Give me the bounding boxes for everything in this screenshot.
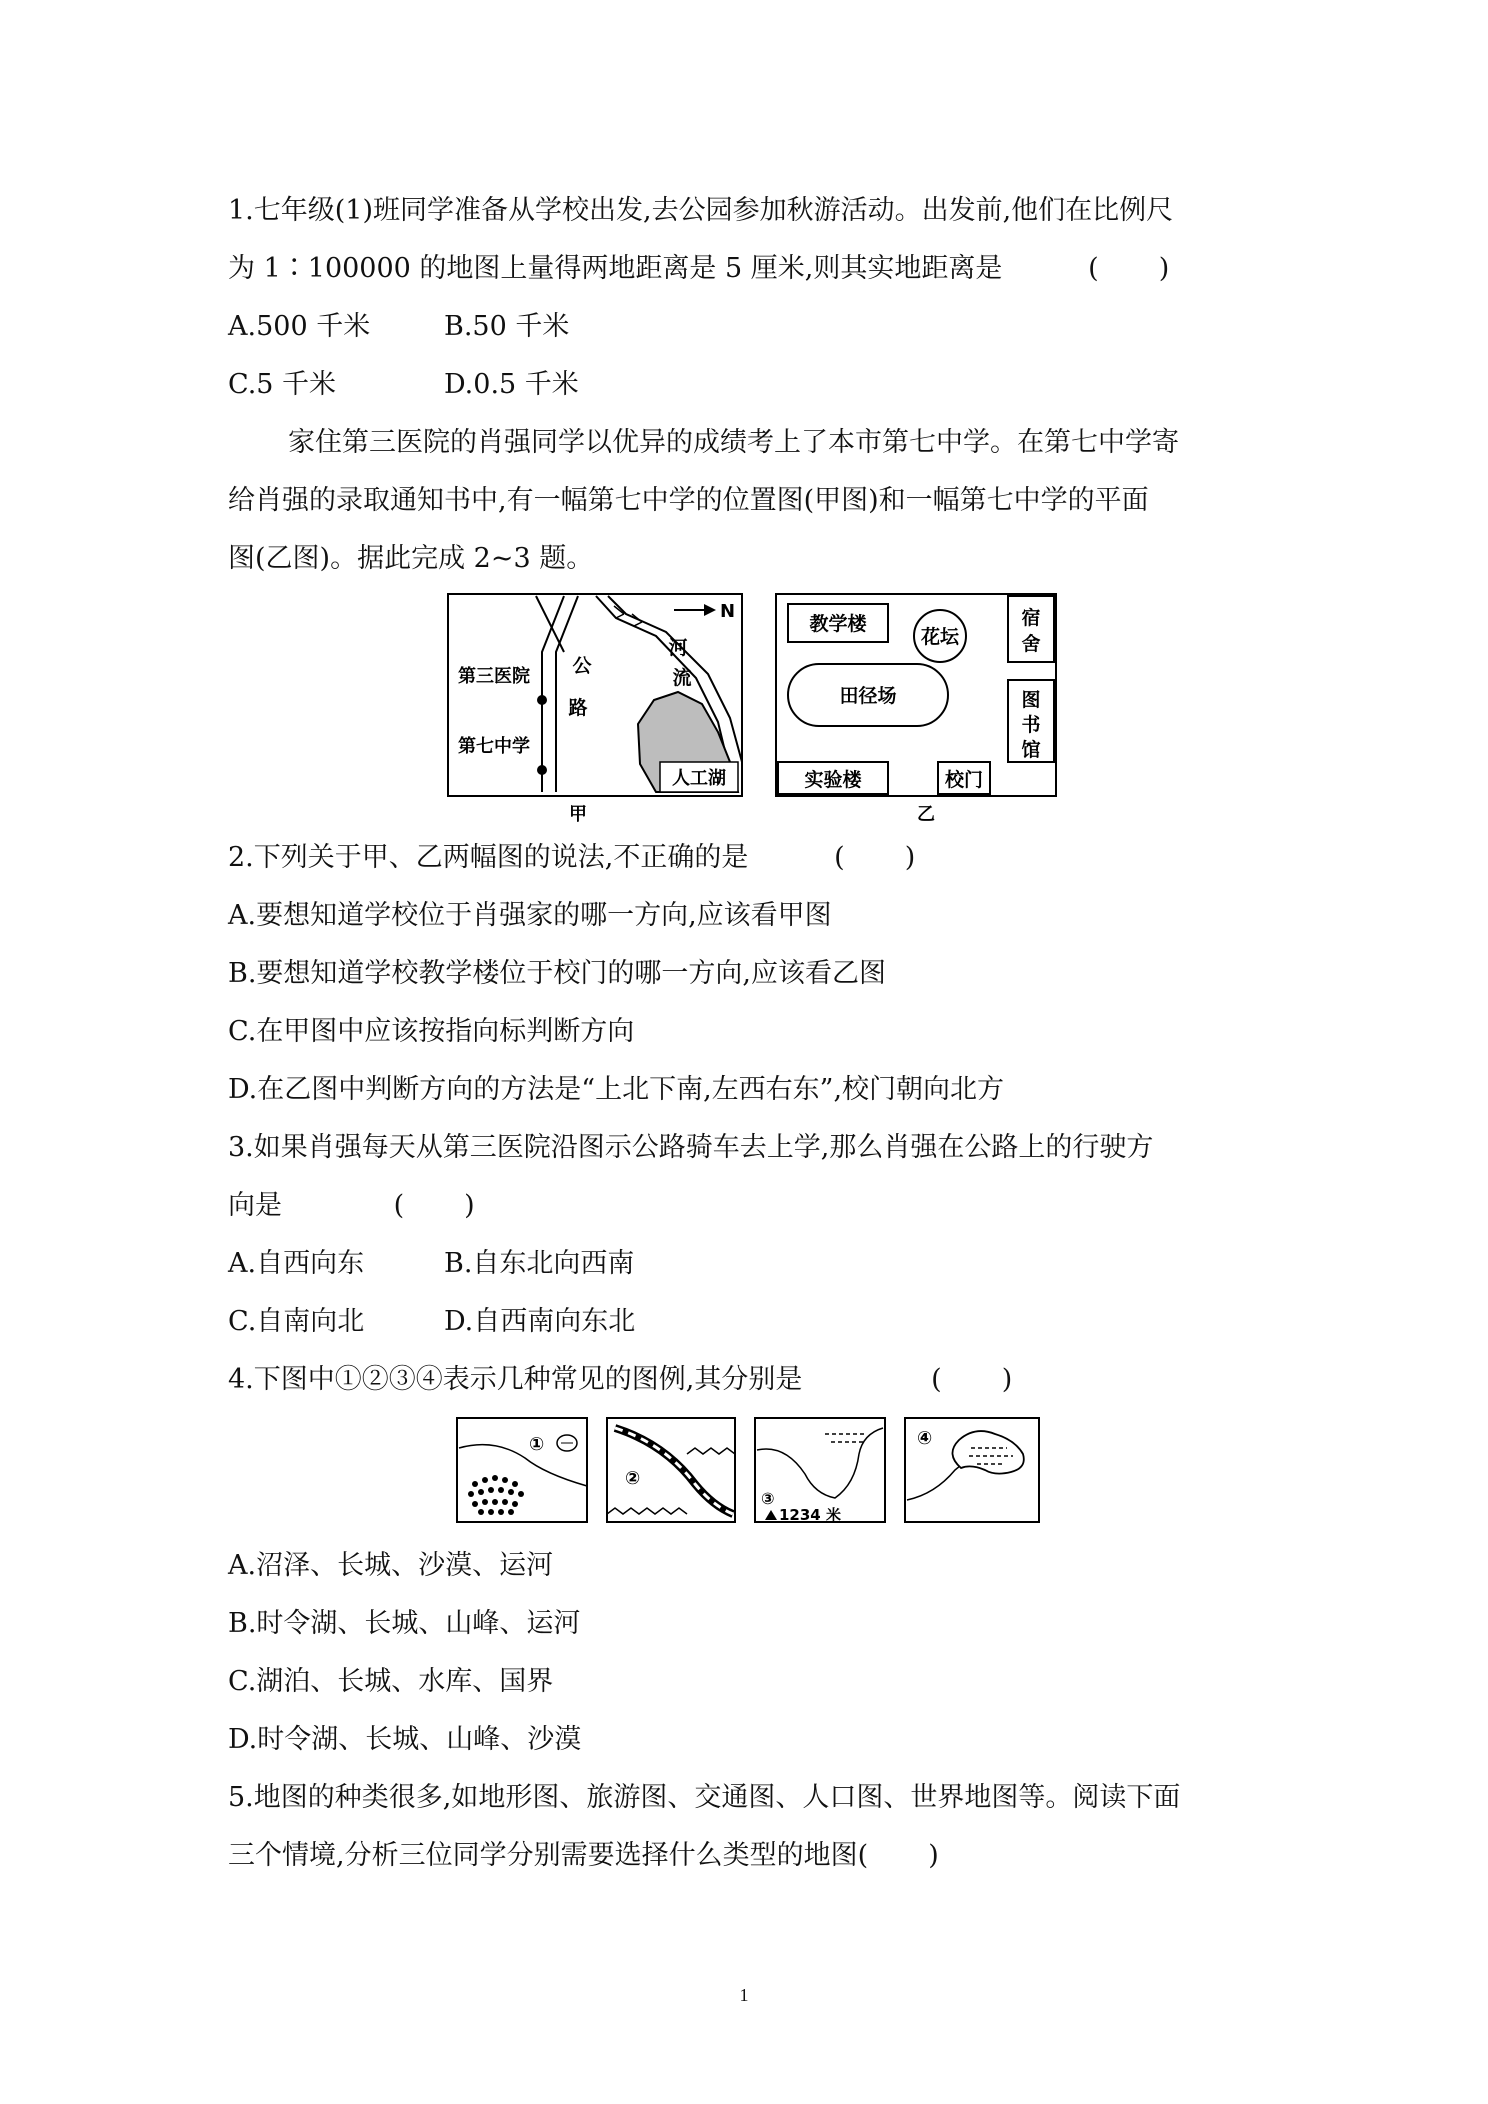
q3-stem-line1: 3.如果肖强每天从第三医院沿图示公路骑车去上学,那么肖强在公路上的行驶方 bbox=[228, 1132, 1154, 1163]
lake-label: 人工湖 bbox=[672, 768, 726, 789]
q2-stem: 2.下列关于甲、乙两幅图的说法,不正确的是 ( ) bbox=[228, 842, 916, 873]
dorm-char-2: 舍 bbox=[1021, 633, 1041, 655]
context-line2: 给肖强的录取通知书中,有一幅第七中学的位置图(甲图)和一幅第七中学的平面 bbox=[228, 485, 1149, 516]
legend-figures bbox=[455, 1414, 1045, 1524]
lab-building-label: 实验楼 bbox=[804, 769, 862, 791]
river-char-2: 流 bbox=[672, 667, 692, 689]
q3-option-a: A.自西向东 bbox=[228, 1248, 365, 1279]
hospital-dot bbox=[537, 695, 547, 705]
q2-option-a: A.要想知道学校位于肖强家的哪一方向,应该看甲图 bbox=[228, 900, 832, 931]
library-char-3: 馆 bbox=[1021, 739, 1041, 761]
north-label: N bbox=[720, 601, 736, 622]
page-number: 1 bbox=[739, 1985, 749, 2005]
q4-stem: 4.下图中①②③④表示几种常见的图例,其分别是 ( ) bbox=[228, 1364, 1013, 1395]
q1-option-c: C.5 千米 bbox=[228, 369, 337, 400]
flower-bed-label: 花坛 bbox=[920, 626, 960, 648]
library-char-1: 图 bbox=[1021, 689, 1041, 711]
context-line3: 图(乙图)。据此完成 2~3 题。 bbox=[228, 543, 594, 574]
legend-mark-1: ① bbox=[529, 1434, 545, 1455]
q1-option-a: A.500 千米 bbox=[228, 311, 371, 342]
road-char-1: 公 bbox=[572, 655, 592, 677]
q1-stem-line2: 为 1∶100000 的地图上量得两地距离是 5 厘米,则其实地距离是 ( ) bbox=[228, 253, 1170, 284]
hospital-label: 第三医院 bbox=[458, 666, 530, 687]
peak-height-label: 1234 米 bbox=[779, 1506, 841, 1524]
q4-option-d: D.时令湖、长城、山峰、沙漠 bbox=[228, 1724, 582, 1755]
location-map-jia bbox=[446, 592, 746, 824]
context-line1: 家住第三医院的肖强同学以优异的成绩考上了本市第七中学。在第七中学寄 bbox=[288, 427, 1179, 458]
q3-stem-line2: 向是 ( ) bbox=[228, 1190, 475, 1221]
q3-option-c: C.自南向北 bbox=[228, 1306, 365, 1337]
teaching-building-label: 教学楼 bbox=[809, 613, 867, 635]
q5-stem-line2: 三个情境,分析三位同学分别需要选择什么类型的地图( ) bbox=[228, 1840, 939, 1871]
track-label: 田径场 bbox=[839, 685, 897, 707]
school-label: 第七中学 bbox=[458, 736, 530, 757]
school-plan-yi bbox=[774, 592, 1060, 824]
legend-mark-2: ② bbox=[625, 1468, 641, 1489]
q4-option-b: B.时令湖、长城、山峰、运河 bbox=[228, 1608, 581, 1639]
q2-option-d: D.在乙图中判断方向的方法是“上北下南,左西右东”,校门朝向北方 bbox=[228, 1074, 1005, 1105]
legend-mark-4: ④ bbox=[917, 1428, 933, 1449]
q2-option-b: B.要想知道学校教学楼位于校门的哪一方向,应该看乙图 bbox=[228, 958, 887, 989]
q5-stem-line1: 5.地图的种类很多,如地形图、旅游图、交通图、人口图、世界地图等。阅读下面 bbox=[228, 1782, 1181, 1813]
q1-option-d: D.0.5 千米 bbox=[444, 369, 579, 400]
map-jia-caption: 甲 bbox=[569, 804, 587, 824]
library-char-2: 书 bbox=[1021, 714, 1041, 736]
map-yi-caption: 乙 bbox=[917, 804, 935, 824]
river-char-1: 河 bbox=[668, 637, 688, 659]
q3-option-d: D.自西南向东北 bbox=[444, 1306, 636, 1337]
q4-option-c: C.湖泊、长城、水库、国界 bbox=[228, 1666, 554, 1697]
dorm-char-1: 宿 bbox=[1021, 607, 1041, 629]
q3-option-b: B.自东北向西南 bbox=[444, 1248, 635, 1279]
school-dot bbox=[537, 765, 547, 775]
gate-label: 校门 bbox=[944, 769, 984, 791]
legend-mark-3: ③ bbox=[761, 1489, 775, 1508]
q1-option-b: B.50 千米 bbox=[444, 311, 570, 342]
road-char-2: 路 bbox=[568, 697, 588, 719]
q4-option-a: A.沼泽、长城、沙漠、运河 bbox=[228, 1550, 554, 1581]
q2-option-c: C.在甲图中应该按指向标判断方向 bbox=[228, 1016, 635, 1047]
q1-stem-line1: 1.七年级(1)班同学准备从学校出发,去公园参加秋游活动。出发前,他们在比例尺 bbox=[228, 195, 1174, 226]
